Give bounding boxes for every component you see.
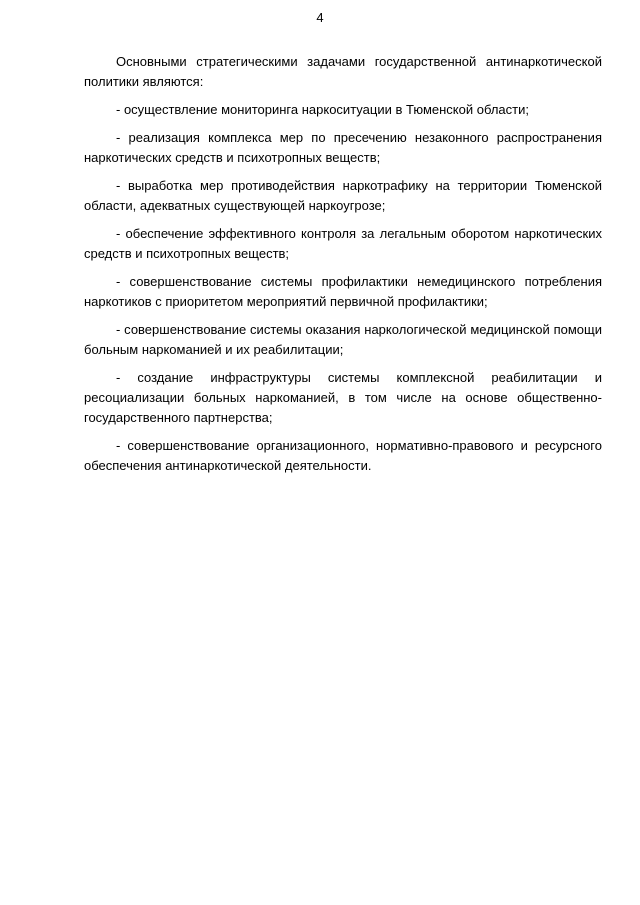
- intro-paragraph: Основными стратегическими задачами государственной антинаркотической политики являются:: [84, 54, 602, 89]
- task-item-monitoring: - осуществление мониторинга наркоситуации в Тюменской области;: [116, 102, 529, 117]
- task-item-drug-trafficking: - выработка мер противодействия наркотрафику на территории Тюменской области, адекватных существующей наркоугрозе;: [84, 178, 602, 213]
- page-number: 4: [316, 10, 324, 25]
- task-item-rehabilitation-infrastructure: - создание инфраструктуры системы комплексной реабилитации и ресоциализации больных наркоманией, в том числе на основе общественно-государственного партнерства;: [84, 370, 602, 425]
- task-item-suppression: - реализация комплекса мер по пресечению незаконного распространения наркотических средств и психотропных веществ;: [84, 130, 602, 165]
- task-item-organizational-support: - совершенствование организационного, нормативно-правового и ресурсного обеспечения антинаркотической деятельности.: [84, 438, 602, 473]
- document-body: [84, 52, 602, 484]
- task-item-prevention: - совершенствование системы профилактики немедицинского потребления наркотиков с приоритетом мероприятий первичной профилактики;: [84, 274, 602, 309]
- task-item-medical-care: - совершенствование системы оказания наркологической медицинской помощи больным наркоманией и их реабилитации;: [84, 322, 602, 357]
- task-item-legal-circulation-control: - обеспечение эффективного контроля за легальным оборотом наркотических средств и психотропных веществ;: [84, 226, 602, 261]
